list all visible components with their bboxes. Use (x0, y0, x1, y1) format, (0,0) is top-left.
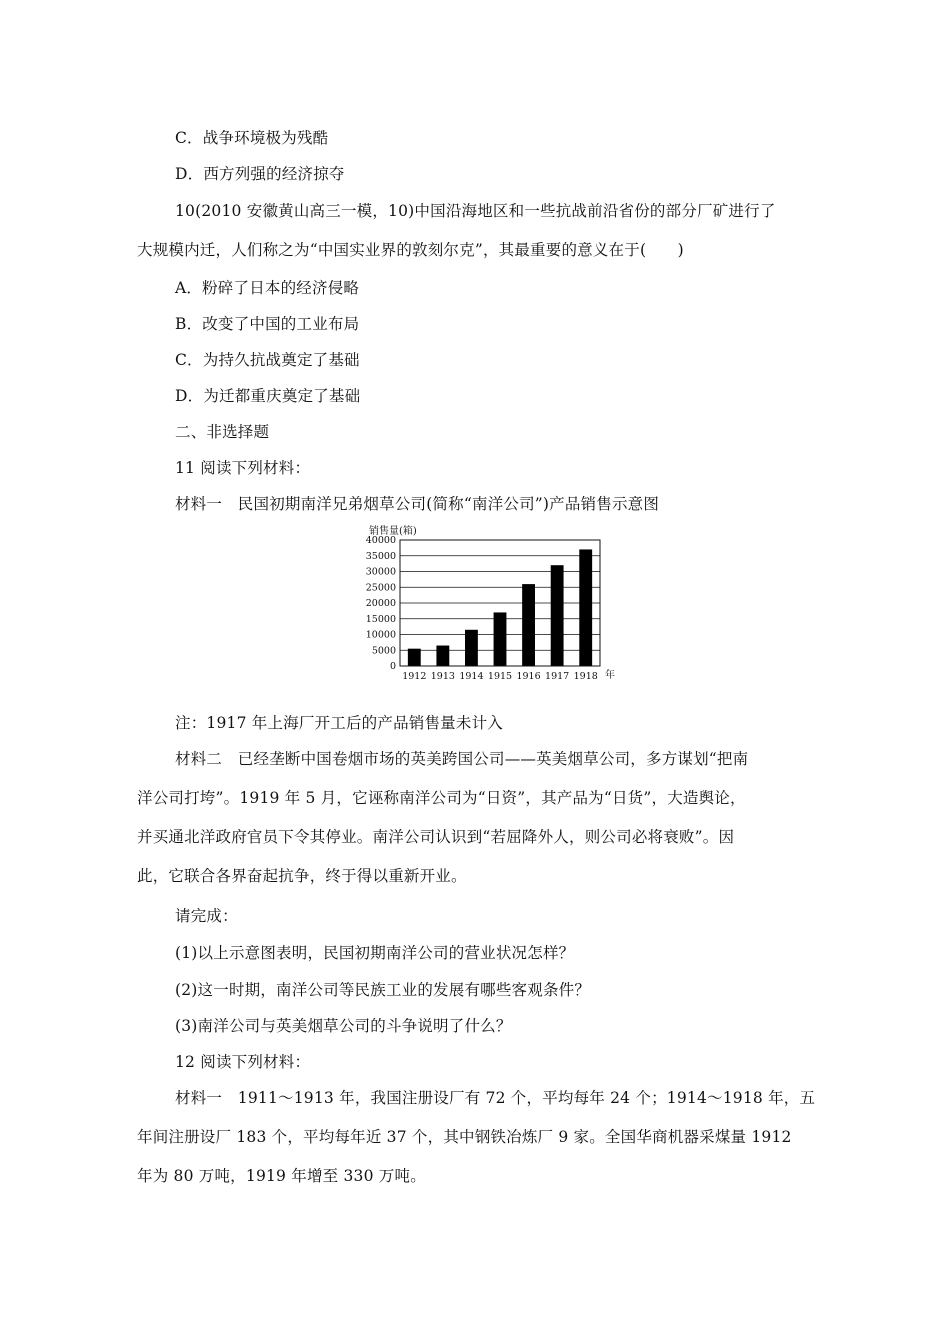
q9-option-c: C．战争环境极为残酷 (175, 129, 329, 147)
q11-material2-line2: 洋公司打垮”。1919 年 5 月，它诬称南洋公司为“日资”，其产品为“日货”，大造舆论， (137, 789, 746, 807)
chart-ytick-label: 20000 (365, 598, 396, 609)
chart-xlabel: 年 (605, 670, 615, 681)
q12-material1-line1: 材料一 1911～1913 年，我国注册设厂有 72 个，平均每年 24 个；1914～1918 年，五 (175, 1089, 816, 1107)
chart-ytick-label: 5000 (371, 645, 396, 657)
q11-sub2: (2)这一时期，南洋公司等民族工业的发展有哪些客观条件？ (175, 981, 591, 999)
q11-material2-line1: 材料二 已经垄断中国卷烟市场的英美跨国公司——英美烟草公司，多方谋划“把南 (175, 750, 749, 768)
chart-xticks (402, 671, 598, 682)
chart-bar-1912 (408, 649, 421, 666)
q10-option-b: B．改变了中国的工业布局 (175, 315, 360, 333)
chart-ytick-label: 35000 (365, 550, 396, 562)
q10-stem-line1: 10(2010 安徽黄山高三一模，10)中国沿海地区和一些抗战前沿省份的部分厂矿进行了 (175, 202, 776, 220)
chart-ytick-label: 25000 (365, 582, 396, 594)
q10-option-d: D．为迁都重庆奠定了基础 (175, 387, 361, 405)
chart-bar-1917 (551, 565, 564, 666)
q11-sub1: (1)以上示意图表明，民国初期南洋公司的营业状况怎样？ (175, 944, 575, 962)
chart-bar-1916 (522, 584, 535, 666)
q11-material2-line4: 此，它联合各界奋起抗争，终于得以重新开业。 (137, 867, 467, 885)
q11-prompt: 请完成： (175, 907, 238, 925)
chart-ytick-label: 10000 (365, 629, 396, 641)
chart-bar-1918 (579, 549, 592, 666)
chart-bars (408, 549, 592, 666)
chart-xtick-label: 1912 (402, 671, 427, 682)
chart-ylabel: 销售量(箱) (369, 526, 417, 537)
q11-material2-line3: 并买通北洋政府官员下令其停业。南洋公司认识到“若屈降外人，则公司必将衰败”。因 (137, 828, 735, 846)
q9-option-d: D．西方列强的经济掠夺 (175, 165, 345, 183)
chart-xtick-label: 1917 (545, 671, 570, 682)
q11-sub3: (3)南洋公司与英美烟草公司的斗争说明了什么？ (175, 1017, 512, 1035)
q11-intro: 11 阅读下列材料： (175, 459, 311, 477)
chart-ytick-label: 0 (389, 661, 396, 672)
chart-xtick-label: 1915 (487, 671, 513, 682)
q11-note: 注：1917 年上海厂开工后的产品销售量未计入 (175, 714, 503, 732)
chart-bar-1914 (465, 630, 478, 666)
chart-xtick-label: 1918 (573, 671, 598, 682)
chart-ytick-label: 15000 (365, 613, 396, 625)
q12-intro: 12 阅读下列材料： (175, 1053, 311, 1071)
chart-xtick-label: 1913 (430, 671, 455, 682)
chart-ytick-label: 30000 (365, 566, 396, 578)
q10-option-a: A．粉碎了日本的经济侵略 (175, 279, 360, 297)
chart-bar-1915 (494, 612, 507, 666)
q11-material1: 材料一 民国初期南洋兄弟烟草公司(简称“南洋公司”)产品销售示意图 (175, 495, 660, 513)
chart-yticks (366, 535, 396, 672)
q10-option-c: C．为持久抗战奠定了基础 (175, 351, 360, 369)
q12-material1-line3: 年为 80 万吨，1919 年增至 330 万吨。 (137, 1167, 426, 1185)
q10-stem-line2: 大规模内迁，人们称之为“中国实业界的敦刻尔克”，其最重要的意义在于( ) (137, 241, 684, 259)
chart-xtick-label: 1914 (459, 671, 484, 682)
sales-bar-chart (355, 520, 625, 690)
section-heading: 二、非选择题 (175, 423, 270, 441)
chart-bar-1913 (436, 646, 449, 666)
chart-xtick-label: 1916 (516, 671, 541, 682)
chart-ytick-label: 40000 (365, 535, 396, 546)
q12-material1-line2: 年间注册设厂 183 个，平均每年近 37 个，其中钢铁冶炼厂 9 家。全国华商机器采煤量 1912 (137, 1128, 792, 1146)
